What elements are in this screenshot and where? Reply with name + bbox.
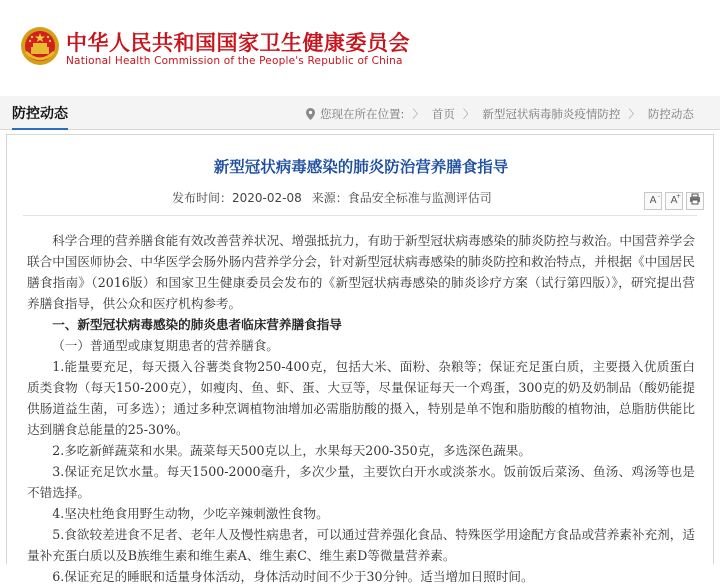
guideline-item: 2.多吃新鲜蔬菜和水果。蔬菜每天500克以上，水果每天200-350克，多选深色蔬果。 xyxy=(52,443,531,458)
map-pin-icon xyxy=(306,108,315,120)
breadcrumb-location-label: 您现在所在位置: xyxy=(320,107,405,121)
section-title[interactable]: 防控动态 xyxy=(12,103,68,123)
publish-date-label: 发布时间： xyxy=(172,191,233,205)
section-nav-bar xyxy=(0,96,720,130)
breadcrumb xyxy=(306,106,694,122)
guideline-item: 5.食欲较差进食不足者、老年人及慢性病患者，可以通过营养强化食品、特殊医学用途配方食品或营养素补充剂，适量补充蛋白质以及B族维生素和维生素A、维生素C、维生素D等微量营养素。 xyxy=(27,527,695,563)
article-panel xyxy=(6,134,714,584)
breadcrumb-current-link[interactable]: 防控动态 xyxy=(647,107,694,121)
article-meta xyxy=(172,189,492,206)
title-divider xyxy=(23,215,697,216)
guideline-item: 4.坚决杜绝食用野生动物，少吃辛辣刺激性食物。 xyxy=(52,506,329,521)
breadcrumb-home-link[interactable]: 首页 xyxy=(431,107,455,121)
guideline-item: 1.能量要充足，每天摄入谷薯类食物250-400克，包括大米、面粉、杂粮等；保证充足蛋白质，主要摄入优质蛋白质类食物（每天150-200克），如瘦肉、鱼、虾、蛋、大豆等，尽量保证每天一个鸡蛋，300克的奶及奶制品（酸奶能提供肠道益生菌，可多选）；通过多种烹调植物油增加必需脂肪酸的摄入，特别是单不饱和脂肪酸的植物油，总脂肪供能比达到膳食总能量的25-30%。 xyxy=(27,359,695,437)
article-title: 新型冠状病毒感染的肺炎防治营养膳食指导 xyxy=(213,158,509,176)
article-body xyxy=(27,230,695,587)
intro-paragraph: 科学合理的营养膳食能有效改善营养状况、增强抵抗力，有助于新型冠状病毒感染的肺炎防控与救治。中国营养学会联合中国医师协会、中华医学会肠外肠内营养学分会，针对新型冠状病毒感染的肺炎防控和救治特点，并根据《中国居民膳食指南》（2016版）和国家卫生健康委员会发布的《新型冠状病毒感染的肺炎诊疗方案（试行第四版）》，研究提出营养膳食指导，供公众和医疗机构参考。 xyxy=(27,233,695,311)
site-name-cn[interactable]: 中华人民共和国国家卫生健康委员会 xyxy=(66,31,410,55)
breadcrumb-separator: 〉 xyxy=(628,107,640,121)
site-header xyxy=(0,0,720,90)
breadcrumb-epidemic-link[interactable]: 新型冠状病毒肺炎疫情防控 xyxy=(482,107,621,121)
print-icon xyxy=(689,193,701,205)
breadcrumb-separator: 〉 xyxy=(412,107,424,121)
print-button[interactable] xyxy=(686,192,704,210)
font-smaller-button[interactable]: A - xyxy=(644,192,662,210)
guideline-item: 6.保证充足的睡眠和适量身体活动，身体活动时间不少于30分钟。适当增加日照时间。 xyxy=(52,569,534,584)
site-name-en: National Health Commission of the People's Republic of China xyxy=(66,55,403,67)
source-value: 食品安全标准与监测评估司 xyxy=(347,191,492,205)
subsection-heading: （一）普通型或康复期患者的营养膳食。 xyxy=(52,338,279,353)
article-tools xyxy=(641,188,704,206)
publish-date: 2020-02-08 xyxy=(232,191,302,205)
source-label: 来源： xyxy=(311,191,348,205)
section-heading: 一、新型冠状病毒感染的肺炎患者临床营养膳食指导 xyxy=(52,317,342,332)
guideline-item: 3.保证充足饮水量。每天1500-2000毫升，多次少量，主要饮白开水或淡茶水。饭前饭后菜汤、鱼汤、鸡汤等也是不错选择。 xyxy=(27,464,695,500)
font-larger-button[interactable]: A + xyxy=(665,192,683,210)
breadcrumb-separator: 〉 xyxy=(462,107,475,121)
national-emblem-icon[interactable] xyxy=(20,26,60,66)
